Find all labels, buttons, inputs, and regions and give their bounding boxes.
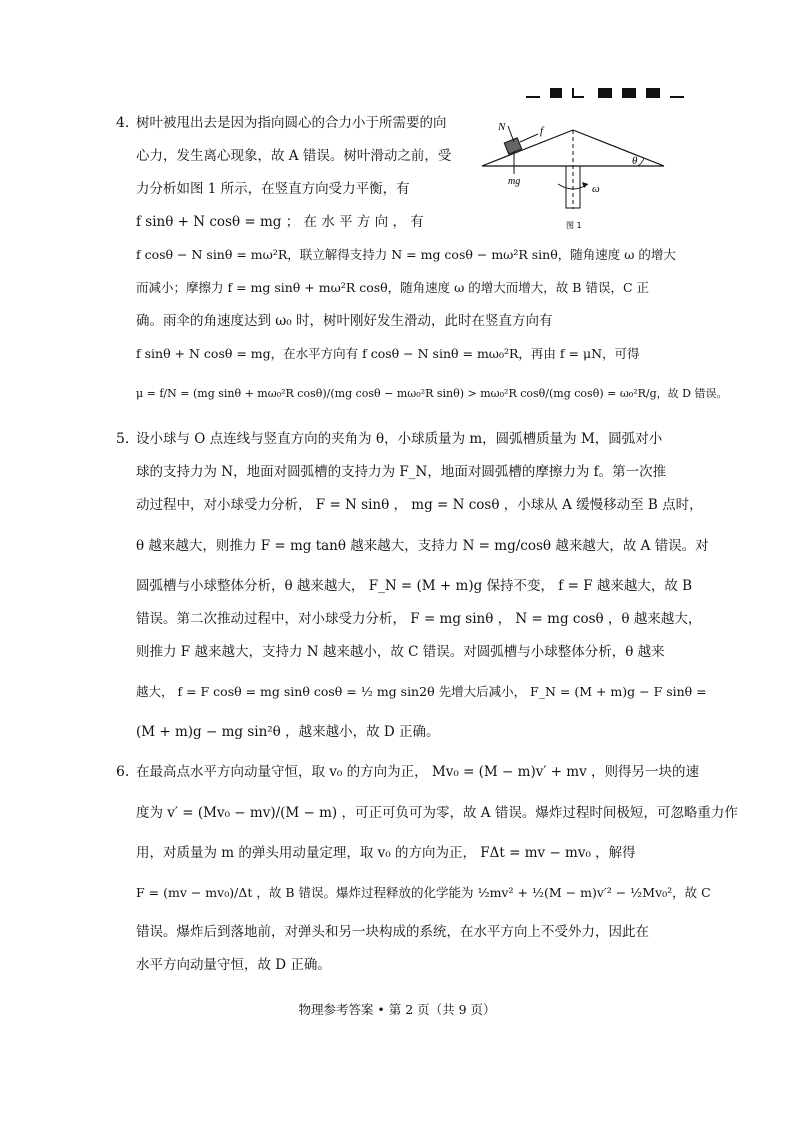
item-5-line-8: 越大， f = F cosθ = mg sinθ cosθ = ½ mg sin2θ 先增大后减小， F_N = (M + m)g − F sinθ =: [136, 684, 707, 699]
item-6-number: 6.: [116, 764, 130, 780]
item-4-number: 4.: [116, 115, 130, 131]
item-5-line-5: 圆弧槽与小球整体分析，θ 越来越大， F_N = (M + m)g 保持不变， f = F 越来越大，故 B: [136, 578, 693, 594]
item-6-line-5: 错误。爆炸后到落地前，对弹头和另一块构成的系统，在水平方向上不受外力，因此在: [136, 924, 649, 940]
item-6-line-2: 度为 v′ = (Mv₀ − mv)/(M − m) ，可正可负可为零，故 A 错误。爆炸过程时间极短，可忽略重力作: [136, 805, 738, 821]
label-omega: ω: [592, 183, 600, 195]
item-6-line-6: 水平方向动量守恒，故 D 正确。: [136, 957, 331, 973]
item-6-line-4: F = (mv − mv₀)/Δt ，故 B 错误。爆炸过程释放的化学能为 ½mv² + ½(M − m)v′² − ½Mv₀²，故 C: [136, 885, 711, 900]
label-f: f: [540, 125, 544, 137]
item-5-line-1: 设小球与 O 点连线与竖直方向的夹角为 θ，小球质量为 m，圆弧槽质量为 M，圆弧对小: [136, 431, 663, 447]
header-mark: [526, 88, 686, 102]
label-N: N: [498, 121, 506, 133]
item-5-number: 5.: [116, 431, 130, 447]
item-5-line-6: 错误。第二次推动过程中，对小球受力分析， F = mg sinθ ， N = mg cosθ ，θ 越来越大，: [136, 611, 702, 627]
item-4-line-9: μ = f/N = (mg sinθ + mω₀²R cosθ)/(mg cosθ − mω₀²R sinθ) > mω₀²R cosθ/(mg cosθ) = ω₀²R/g，故 D 错误。: [136, 387, 728, 400]
item-4-line-2: 心力，发生离心现象，故 A 错误。树叶滑动之前，受: [136, 148, 452, 164]
figure-caption: 图 1: [566, 221, 582, 230]
item-4-line-8: f sinθ + N cosθ = mg，在水平方向有 f cosθ − N sinθ = mω₀²R，再由 f = μN，可得: [136, 346, 640, 361]
item-5-line-2: 球的支持力为 N，地面对圆弧槽的支持力为 F_N，地面对圆弧槽的摩擦力为 f。第一次推: [136, 464, 667, 480]
item-5-line-7: 则推力 F 越来越大，支持力 N 越来越小，故 C 错误。对圆弧槽与小球整体分析，θ 越来: [136, 644, 665, 660]
item-4-line-6: 而减小；摩擦力 f = mg sinθ + mω²R cosθ，随角速度 ω 的增大而增大，故 B 错误，C 正: [136, 280, 649, 295]
item-4-line-5: f cosθ − N sinθ = mω²R，联立解得支持力 N = mg cosθ − mω²R sinθ，随角速度 ω 的增大: [136, 247, 676, 262]
item-4-line-1: 树叶被甩出去是因为指向圆心的合力小于所需要的向: [136, 115, 447, 131]
item-4-line-4: f sinθ + N cosθ = mg ； 在 水 平 方 向 ， 有: [136, 214, 424, 230]
item-6-line-1: 在最高点水平方向动量守恒，取 v₀ 的方向为正， Mv₀ = (M − m)v′ + mv ，则得另一块的速: [136, 764, 700, 780]
item-6-line-3: 用，对质量为 m 的弹头用动量定理，取 v₀ 的方向为正， FΔt = mv − mv₀ ，解得: [136, 845, 636, 861]
label-mg: mg: [508, 176, 521, 187]
item-4-line-7: 确。雨伞的角速度达到 ω₀ 时，树叶刚好发生滑动，此时在竖直方向有: [136, 313, 553, 329]
item-5-line-9: (M + m)g − mg sin²θ ，越来越小，故 D 正确。: [136, 724, 440, 740]
item-4-line-3: 力分析如图 1 所示，在竖直方向受力平衡，有: [136, 181, 410, 197]
item-5-line-3: 动过程中，对小球受力分析， F = N sinθ ， mg = N cosθ ，小球从 A 缓慢移动至 B 点时，: [136, 497, 703, 513]
item-5-line-4: θ 越来越大，则推力 F = mg tanθ 越来越大，支持力 N = mg/cosθ 越来越大，故 A 错误。对: [136, 538, 709, 554]
page-footer: 物理参考答案 • 第 2 页（共 9 页）: [298, 1002, 496, 1017]
figure-1-diagram: [478, 114, 678, 232]
label-theta: θ: [632, 155, 638, 167]
